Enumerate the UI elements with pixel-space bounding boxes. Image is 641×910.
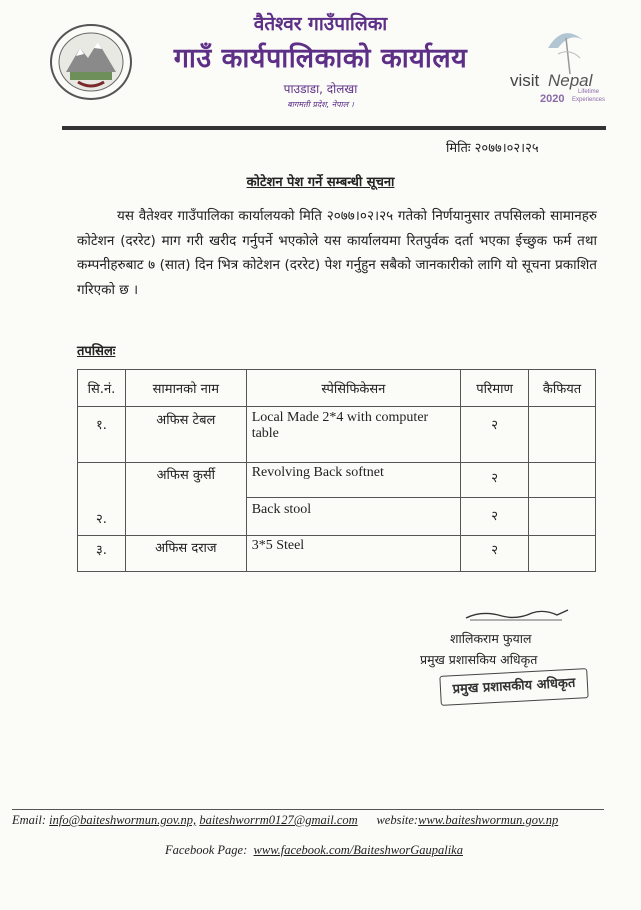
col-header-specification: स्पेसिफिकेसन bbox=[246, 370, 460, 407]
cell-specification: 3*5 Steel bbox=[246, 536, 460, 572]
cell-sn: ३. bbox=[78, 536, 126, 572]
col-header-item-name: सामानको नाम bbox=[125, 370, 246, 407]
website-label: website: bbox=[376, 813, 419, 827]
footer-divider bbox=[12, 809, 604, 810]
cell-specification: Local Made 2*4 with computer table bbox=[246, 407, 460, 463]
notice-subject bbox=[0, 172, 641, 190]
office-province: बागमती प्रदेश, नेपाल । bbox=[287, 100, 354, 109]
cell-remarks bbox=[529, 536, 596, 572]
items-table bbox=[77, 369, 596, 572]
signatory-title: प्रमुख प्रशासकिय अधिकृत bbox=[420, 652, 538, 667]
office-name: गाउँ कार्यपालिकाको कार्यालय bbox=[173, 43, 468, 74]
visit-nepal-year: 2020 bbox=[540, 93, 565, 105]
visit-nepal-nepal: Nepal bbox=[548, 71, 593, 90]
cell-sn: २. bbox=[78, 463, 126, 536]
signature-mark bbox=[462, 604, 572, 624]
cell-specification: Revolving Back softnet bbox=[246, 463, 460, 498]
cell-item-name: अफिस दराज bbox=[125, 536, 246, 572]
visit-nepal-logo bbox=[508, 18, 618, 108]
table-row bbox=[78, 536, 596, 572]
signatory-name: शालिकराम फुयाल bbox=[450, 631, 532, 646]
cell-quantity: २ bbox=[461, 463, 529, 498]
email-label: Email: bbox=[12, 813, 47, 827]
facebook-label: Facebook Page: bbox=[165, 843, 248, 857]
notice-subject-text: कोटेशन पेश गर्ने सम्बन्धी सूचना bbox=[246, 175, 395, 190]
footer-facebook-line bbox=[165, 843, 463, 858]
visit-nepal-tagline2: Experiences bbox=[572, 97, 606, 103]
cell-quantity: २ bbox=[461, 498, 529, 536]
cell-item-name: अफिस कुर्सी bbox=[125, 463, 246, 536]
table-row bbox=[78, 407, 596, 463]
notice-body-paragraph: यस वैतेश्वर गाउँपालिका कार्यालयको मिति २०७७।०२।२५ गतेको निर्णयानुसार तपसिलको सामानहरु कोटेशन (दररेट) माग गरी खरीद गर्नुपर्ने भएकोले यस कार्यालयमा रितपुर्वक दर्ता भएका ईच्छुक फर्म तथा कम्पनीहरुबाट ७ (सात) दिन भित्र कोटेशन (दररेट) पेश गर्नुहुन सबैको जानकारीको लागि यो सूचना प्रकाशित गरिएको छ । bbox=[77, 208, 597, 298]
notice-date: मितिः २०७७।०२।२५ bbox=[446, 141, 539, 156]
col-header-quantity: परिमाण bbox=[461, 370, 529, 407]
cell-quantity: २ bbox=[461, 407, 529, 463]
official-stamp: प्रमुख प्रशासकीय अधिकृत bbox=[439, 668, 588, 706]
visit-nepal-visit: visit bbox=[510, 71, 540, 90]
col-header-remarks: कैफियत bbox=[529, 370, 596, 407]
facebook-link[interactable]: www.facebook.com/BaiteshworGaupalika bbox=[253, 843, 463, 857]
cell-remarks bbox=[529, 498, 596, 536]
table-title: तपसिलः bbox=[77, 344, 116, 359]
email-link-2[interactable]: baiteshworrm0127@gmail.com bbox=[199, 813, 358, 827]
office-location: पाउडाडा, दोलखा bbox=[283, 82, 358, 96]
col-header-sn: सि.नं. bbox=[78, 370, 126, 407]
visit-nepal-tagline1: Lifetime bbox=[578, 89, 600, 95]
email-link-1[interactable]: info@baiteshwormun.gov.np, bbox=[49, 813, 197, 827]
footer-contact-line bbox=[12, 813, 558, 828]
header-divider bbox=[62, 126, 606, 130]
municipality-name: वैतेश्वर गाउँपालिका bbox=[253, 13, 388, 35]
website-link[interactable]: www.baiteshwormun.gov.np bbox=[418, 813, 559, 827]
cell-quantity: २ bbox=[461, 536, 529, 572]
cell-item-name: अफिस टेबल bbox=[125, 407, 246, 463]
cell-remarks bbox=[529, 463, 596, 498]
table-row bbox=[78, 463, 596, 498]
cell-specification: Back stool bbox=[246, 498, 460, 536]
table-header-row bbox=[78, 370, 596, 407]
cell-sn: १. bbox=[78, 407, 126, 463]
notice-body bbox=[77, 204, 597, 302]
cell-remarks bbox=[529, 407, 596, 463]
